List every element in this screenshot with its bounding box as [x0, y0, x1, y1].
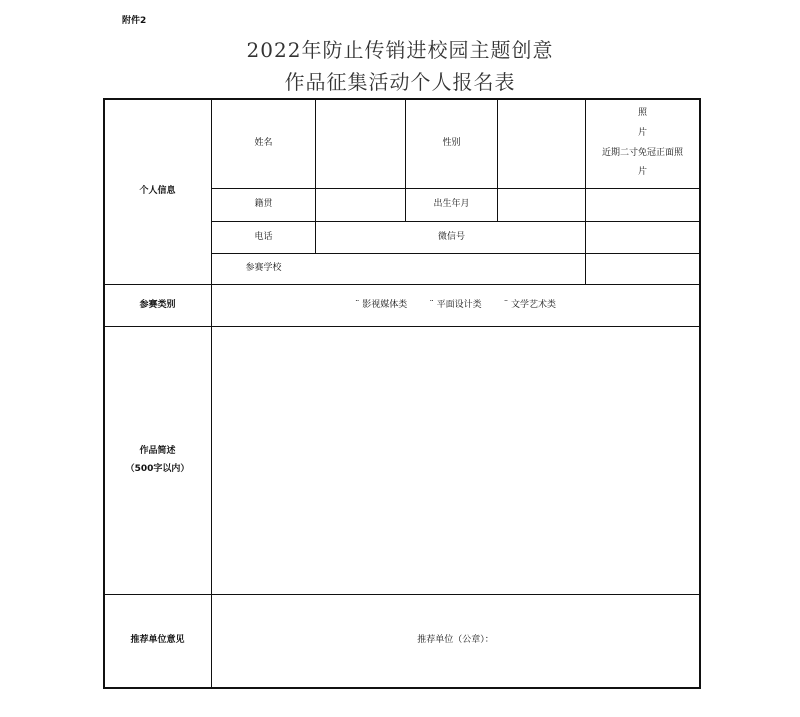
category-option-film-media[interactable]: ¨ 影视媒体类: [354, 299, 408, 310]
birth-date-field[interactable]: [498, 189, 585, 221]
blank-cell: [586, 222, 699, 253]
category-options: [212, 285, 699, 326]
blank-cell: [586, 254, 699, 284]
gender-label: 性别: [442, 137, 461, 148]
description-label: 作品简述: [139, 446, 176, 457]
description-field[interactable]: [212, 327, 699, 594]
recommend-unit-stamp-label: 推荐单位（公章）：: [417, 635, 494, 646]
form-title-line1: 2022年防止传销进校园主题创意: [246, 38, 554, 62]
description-label-cell: [104, 327, 211, 594]
photo-label-line3: 近期二寸免冠正面照: [601, 147, 683, 158]
name-label: 姓名: [254, 137, 273, 148]
section-personal-info: 个人信息: [139, 185, 176, 196]
phone-label: 电话: [254, 231, 273, 242]
photo-label-line2: 片: [637, 127, 647, 138]
description-note: （500字以内）: [125, 463, 190, 474]
gender-field[interactable]: [498, 99, 585, 188]
photo-placeholder[interactable]: [586, 99, 699, 188]
recommend-field[interactable]: [212, 595, 699, 687]
school-label: 参赛学校: [245, 263, 282, 274]
table-border-right: [699, 98, 701, 689]
school-field[interactable]: [316, 254, 585, 284]
photo-label-line4: 片: [637, 167, 647, 178]
native-place-label: 籍贯: [254, 199, 273, 210]
form-title-line2: 作品征集活动个人报名表: [284, 70, 516, 94]
phone-field[interactable]: [316, 222, 405, 253]
category-option-graphic-design[interactable]: ¨ 平面设计类: [429, 299, 482, 310]
photo-label-line1: 照: [637, 107, 647, 118]
attachment-label: 附件2: [122, 16, 147, 26]
recommend-label: 推荐单位意见: [130, 635, 185, 646]
category-label: 参赛类别: [139, 299, 176, 310]
wechat-label: 微信号: [437, 231, 465, 242]
name-field[interactable]: [316, 99, 405, 188]
table-border-bottom: [103, 687, 701, 689]
wechat-field[interactable]: [498, 222, 585, 253]
category-option-literature-art[interactable]: ¨ 文学艺术类: [503, 299, 557, 310]
native-place-field[interactable]: [316, 189, 405, 221]
blank-cell: [586, 189, 699, 221]
birth-date-label: 出生年月: [433, 199, 470, 210]
